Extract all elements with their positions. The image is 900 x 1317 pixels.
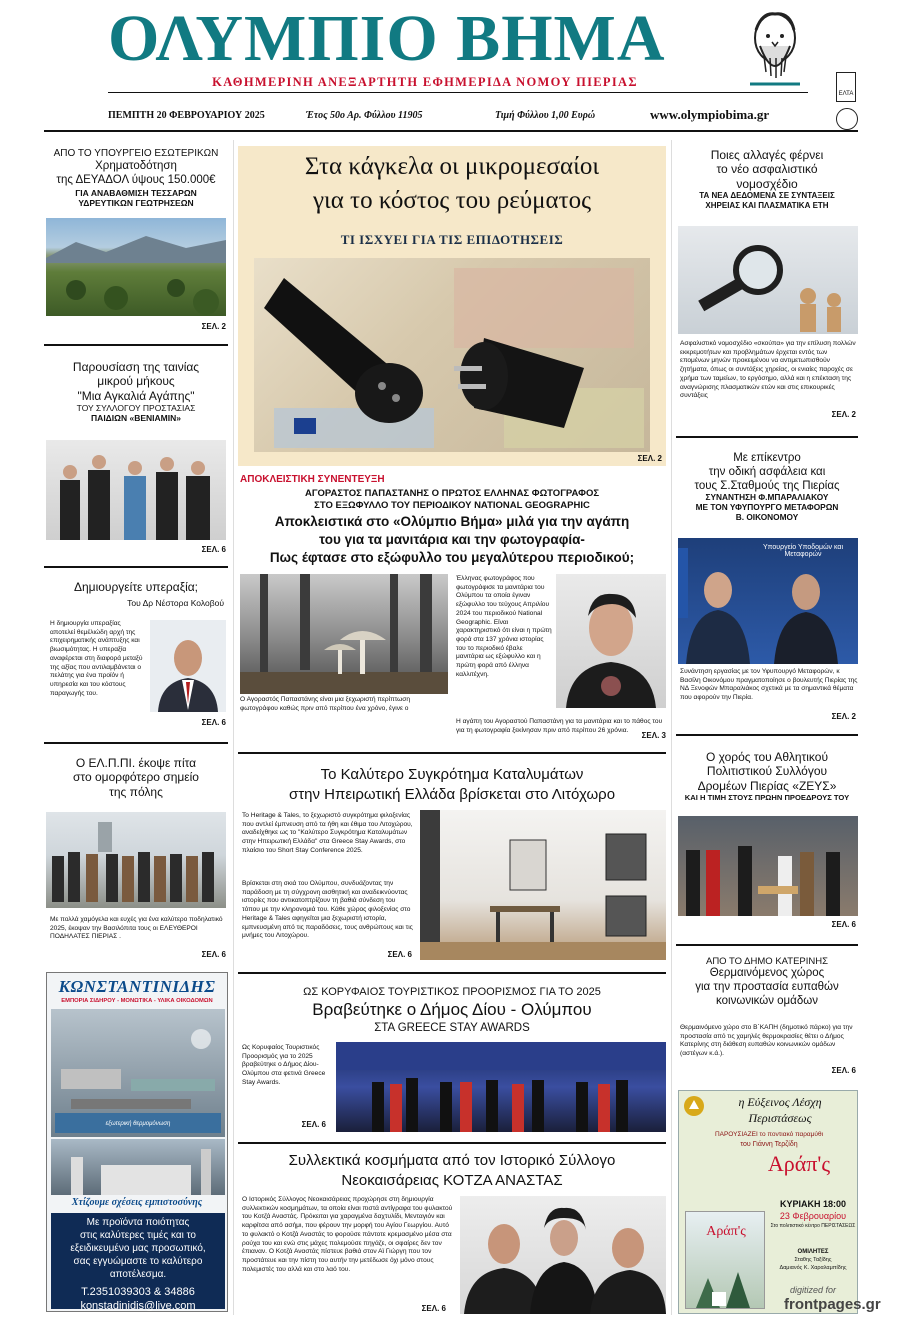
jewels-headline-b[interactable]: Νεοκαισάρειας ΚΟΤΖΑ ΑΝΑΣΤΑΣ <box>341 1172 563 1189</box>
right-story-4-title-a: Θερμαινόμενος χώρος <box>709 967 825 980</box>
left-story-2-page: ΣΕΛ. 6 <box>201 545 226 554</box>
right-divider-2 <box>676 734 858 736</box>
book-cover-title: Αράπ'ς <box>706 1224 746 1239</box>
right-story-2-title-a: Με επίκεντρο <box>733 452 801 464</box>
left-story-4-title-c: της πόλης <box>109 784 163 799</box>
right-story-2-sub-a: ΣΥΝΑΝΤΗΣΗ Φ.ΜΠΑΡΑΛΙΑΚΟΥ <box>705 492 829 503</box>
magnifier-photo <box>678 226 858 334</box>
ad-text-1: Με προϊόντα ποιότητας <box>86 1217 190 1228</box>
right-story-4-title-c: κοινωνικών ομάδων <box>716 994 818 1007</box>
left-story-1-sub-b: ΥΔΡΕΥΤΙΚΩΝ ΓΕΩΤΡΗΣΕΩΝ <box>78 197 194 208</box>
photographer-portrait <box>556 574 666 708</box>
room-illustration <box>420 810 666 960</box>
landscape-photo <box>46 218 226 316</box>
masthead-divider <box>108 92 808 93</box>
left-story-2-sub-b: ΠΑΙΔΙΩΝ «ΒΕΝΙΑΜΙΝ» <box>91 413 181 424</box>
masthead-title: ΟΛΥΜΠΙΟ ΒΗΜΑ <box>108 2 666 75</box>
watermark-line-2: frontpages.gr <box>784 1296 881 1313</box>
right-story-1-body: Ασφαλιστικό νομοσχέδιο «σκούπα» για την επίλυση πολλών εκκρεμοτήτων και προβλημάτων έρχεται εντός των επομένων μηνών προκειμένου να αντιμετωπισθούν ζητήματα, όπως οι συντάξεις χηρείας, οι ενιαίες παροχές σε χρήμα των ταμείων, το εργόσημο, αλλά και η επέκταση της αναγνώρισης πλασματικών ετών και στις επικουρικές συντάξεις <box>680 340 856 400</box>
landscape-illustration <box>46 218 226 316</box>
event-speakers: ΟΜΙΛΗΤΕΣ <box>797 1249 829 1255</box>
right-story-1-sub-a: ΤΑ ΝΕΑ ΔΕΔΟΜΕΝΑ ΣΕ ΣΥΝΤΑΞΕΙΣ <box>699 191 835 201</box>
cyclists-photo <box>46 812 226 908</box>
right-story-2-page: ΣΕΛ. 2 <box>831 712 856 721</box>
mushroom-forest-illustration <box>240 574 448 694</box>
right-story-1-title-b: το νέο ασφαλιστικό <box>716 162 818 177</box>
hotel-headline-b[interactable]: στην Ηπειρωτική Ελλάδα βρίσκεται στο Λιτόχωρο <box>288 786 616 803</box>
right-story-4-page: ΣΕΛ. 6 <box>831 1066 856 1075</box>
lead-photo <box>254 258 650 452</box>
ad-plant-photo <box>51 1139 225 1195</box>
lead-page: ΣΕΛ. 2 <box>637 454 662 463</box>
elta-logo <box>836 72 856 102</box>
left-story-2-title-a: Παρουσίαση της ταινίας <box>72 360 200 374</box>
right-story-1-title-a: Ποιες αλλαγές φέρνει <box>710 148 824 162</box>
ad-band-text: εξωτερική θερμομόνωση <box>105 1121 171 1127</box>
right-story-3[interactable] <box>676 750 858 802</box>
dion-sub-2: ΣΤΑ GREECE STAY AWARDS <box>374 1022 530 1034</box>
left-divider-2 <box>44 566 228 568</box>
column-separator-left <box>233 140 234 1315</box>
interview-headline-b[interactable]: του για τα μανιτάρια και την φωτογραφία- <box>319 532 585 547</box>
left-story-2[interactable] <box>44 360 228 424</box>
ad-text-2: στις καλύτερες τιμές και το <box>79 1230 196 1241</box>
right-story-3-page: ΣΕΛ. 6 <box>831 920 856 929</box>
portrait-illustration <box>150 620 226 712</box>
dion-headline[interactable]: Βραβεύτηκε ο Δήμος Δίου - Ολύμπου <box>312 1000 592 1019</box>
celebration-illustration <box>678 816 858 916</box>
right-story-3-title-b: Πολιτιστικού Συλλόγου <box>706 764 828 779</box>
awards-photo <box>336 1042 666 1132</box>
ad-brand-sub: ΕΜΠΟΡΙΑ ΣΙΔΗΡΟΥ - ΜΟΝΩΤΙΚΑ - ΥΛΙΚΑ ΟΙΚΟΔΟΜΩΝ <box>61 998 213 1004</box>
left-story-2-sub-a: ΤΟΥ ΣΥΛΛΟΓΟΥ ΠΡΟΣΤΑΣΙΑΣ <box>76 403 196 414</box>
ad-text-5: αποτέλεσμα. <box>109 1269 167 1280</box>
event-day: ΚΥΡΙΑΚΗ 18:00 <box>779 1199 847 1209</box>
hotel-room-photo <box>420 810 666 960</box>
right-story-1-title-c: νομοσχέδιο <box>736 176 798 191</box>
jewels-photo <box>460 1196 666 1314</box>
left-story-1-sub-a: ΓΙΑ ΑΝΑΒΑΘΜΙΣΗ ΤΕΣΣΑΡΩΝ <box>75 187 197 198</box>
right-story-2-sub-c: Β. ΟΙΚΟΝΟΜΟΥ <box>735 512 799 523</box>
elta-label: ΕΛΤΑ <box>838 91 854 97</box>
kolovos-portrait <box>150 620 226 712</box>
left-story-2-title-c: "Μια Αγκαλιά Αγάπης" <box>77 388 195 403</box>
right-story-4[interactable] <box>676 956 858 1009</box>
left-story-4-page: ΣΕΛ. 6 <box>201 950 226 959</box>
interview-headline-a[interactable]: Αποκλειστικά στο «Ολύμπιο Βήμα» μιλά για την αγάπη <box>274 514 630 529</box>
left-story-2-title-b: μικρού μήκους <box>97 374 175 389</box>
website-link[interactable]: www.olympiobima.gr <box>650 107 770 122</box>
event-date: 23 Φεβρουαρίου <box>779 1211 847 1221</box>
left-story-4-body: Με πολλά χαμόγελα και ευχές για ένα καλύτερο ποδηλατικό 2025, έκοψαν την Βασιλόπιτα τους οι ΕΛΕΥΘΕΡΟΙ ΠΟΔΗΛΑΤΕΣ ΠΙΕΡΙΑΣ . <box>50 916 223 941</box>
book-cover-illustration <box>686 1248 766 1308</box>
column-separator-right <box>671 140 672 1315</box>
ad-photo-collage <box>51 1009 225 1137</box>
awards-stage-illustration <box>336 1042 666 1132</box>
left-story-1-kicker: ΑΠΟ ΤΟ ΥΠΟΥΡΓΕΙΟ ΕΣΩΤΕΡΙΚΩΝ <box>53 148 219 159</box>
right-story-1-sub-b: ΧΗΡΕΙΑΣ ΚΑΙ ΠΛΑΣΜΑΤΙΚΑ ΕΤΗ <box>705 200 829 210</box>
lead-story-box[interactable] <box>238 146 666 466</box>
right-story-1-page: ΣΕΛ. 2 <box>831 410 856 419</box>
left-story-4-title-b: στο ομορφότερο σημείο <box>73 770 199 785</box>
club-name-2: Περιστάσεως <box>748 1111 812 1125</box>
mushrooms-photo <box>240 574 448 694</box>
hotel-body-2: Βρίσκεται στη σκιά του Ολύμπου, συνδυάζοντας την παράδοση με τη σύγχρονη αισθητική και αναδεικνύοντας ιστορίες που αντικατοπτρίζουν τη βαθιά σύνδεση του τόπου με την κληρονομιά του. Κάθε χώρος φιλοξενίας στο Heritage & Tales αφηγείται μια ξεχωριστή ιστορία, εμπνευσμένη από τις παραδόσεις, τους ανθρώπους και τις μνήμες του Λιτοχώρου. <box>242 880 413 940</box>
ceremony-photo <box>46 440 226 540</box>
ad-text-4: σας εγγυώμαστε το καλύτερο <box>73 1256 203 1267</box>
left-divider-3 <box>44 742 228 744</box>
zeus-head-icon <box>742 6 808 92</box>
dion-sub: ΩΣ ΚΟΡΥΦΑΙΟΣ ΤΟΥΡΙΣΤΙΚΟΣ ΠΡΟΟΡΙΣΜΟΣ ΓΙΑ ΤΟ 2025 <box>303 986 601 998</box>
konstantinidis-ad[interactable] <box>46 972 228 1312</box>
right-story-2-body: Συνάντηση εργασίας με τον Υφυπουργό Μεταφορών, κ Βασίλη Οικονόμου πραγματοποίησε ο βουλευτής Πιερίας της ΝΔ Ξενοφών Μπαραλιάκος σχετικά με τα σημαντικά θέματα που αφορούν την Πιερία. <box>680 668 858 702</box>
interview-label: ΑΠΟΚΛΕΙΣΤΙΚΗ ΣΥΝΕΝΤΕΥΞΗ <box>240 474 385 485</box>
club-logo-icon <box>683 1095 705 1117</box>
right-divider-3 <box>676 944 858 946</box>
masthead-subtitle: ΚΑΘΗΜΕΡΙΝΗ ΑΝΕΞΑΡΤΗΤΗ ΕΦΗΜΕΡΙΔΑ ΝΟΜΟΥ ΠΙΕΡΙΑΣ <box>212 75 638 89</box>
right-story-3-title-a: Ο χορός του Αθλητικού <box>705 750 829 764</box>
right-story-4-body: Θερμαινόμενο χώρο στο Β΄ΚΑΠΗ (δημοτικό πάρκο) για την προστασία από τις χαμηλές θερμοκρασίες θέτει ο Δήμος Κατερίνης στη διάθεση ευπαθών κοινωνικών ομάδων (αστέγων κ.ά.). <box>680 1024 853 1058</box>
plant-illustration <box>51 1139 225 1195</box>
ministry-photo <box>678 538 858 664</box>
magnifier-illustration <box>678 226 858 334</box>
left-story-3-byline: Του Δρ Νέστορα Κολοβού <box>127 598 224 608</box>
left-story-4[interactable] <box>44 756 228 799</box>
right-story-1[interactable] <box>676 148 858 210</box>
event-author: του Γιάννη Τερζίδη <box>740 1141 798 1148</box>
center-divider-2 <box>238 972 666 974</box>
masthead-logo <box>742 6 808 92</box>
left-divider-1 <box>44 344 228 346</box>
dion-page: ΣΕΛ. 6 <box>301 1120 326 1129</box>
jewels-headline-a[interactable]: Συλλεκτικά κοσμήματα από τον Ιστορικό Σύλλογο <box>288 1152 616 1169</box>
right-story-3-sub: ΚΑΙ Η ΤΙΜΗ ΣΤΟΥΣ ΠΡΩΗΝ ΠΡΟΕΔΡΟΥΣ ΤΟΥ <box>684 793 850 803</box>
hotel-body-1: Το Heritage & Tales, το ξεχωριστό συγκρότημα φιλοξενίας που αντλεί έμπνευση από τα ήθη και έθιμα του Λιτοχώρου, αναδείχθηκε ως το "Καλύτερο Συγκρότημα Καταλυμάτων στην Ηπειρωτική Ελλάδα" στα Greece Stay Awards, στο πλαίσιο του Short Stay Conference 2025. <box>242 812 413 854</box>
right-story-2-sub-b: ΜΕ ΤΟΝ ΥΦΥΠΟΥΡΓΟ ΜΕΤΑΦΟΡΩΝ <box>695 502 839 513</box>
portrait-illustration <box>556 574 666 708</box>
three-people-illustration <box>460 1196 666 1314</box>
ad-email[interactable]: konstadinidis@live.com <box>80 1300 196 1313</box>
interview-sub-a: ΑΓΟΡΑΣΤΟΣ ΠΑΠΑΣΤΑΝΗΣ Ο ΠΡΩΤΟΣ ΕΛΛΗΝΑΣ ΦΩΤΟΓΡΑΦΟΣ <box>304 488 600 499</box>
ad-brand-name: ΚΩΝΣΤΑΝΤΙΝΙΔΗΣ <box>58 977 216 996</box>
group-illustration <box>46 812 226 908</box>
dion-body: Ως Κορυφαίος Τουριστικός Προορισμός για το 2025 βραβεύτηκε ο Δήμος Δίου-Ολύμπου στα φετινά Greece Stay Awards. <box>242 1044 326 1086</box>
ad-text-3: εξειδικευμένο μας προσωπικό, <box>70 1243 206 1254</box>
jewels-page: ΣΕΛ. 6 <box>421 1304 446 1313</box>
interview-body-2: Η αγάπη του Αγοραστού Παπαστάνη για τα μανιτάρια και το πάθος του για τη φωτογραφία ξεκίνησαν πριν από περίπου 26 χρόνια. <box>456 718 663 734</box>
warehouse-illustration <box>51 1009 225 1137</box>
plug-and-euros-illustration <box>254 258 650 452</box>
interview-caption: Ο Αγοραστός Παπαστάνης είναι μια ξεχωριστή περίπτωση φωτογράφου καθώς πριν από περίπου ένα χρόνο, έγινε ο <box>240 696 411 712</box>
left-story-3-page: ΣΕΛ. 6 <box>201 718 226 727</box>
ad-phone[interactable]: Τ.2351039303 & 34886 <box>81 1286 195 1298</box>
left-story-1[interactable] <box>44 148 228 208</box>
interview-headline-c[interactable]: Πως έφτασε στο εξώφυλλο του μεγαλύτερου περιοδικού; <box>269 550 635 565</box>
book-cover <box>685 1211 765 1309</box>
event-speaker-2: Δαμιανός Κ. Χαραλαμπίδης <box>779 1265 847 1271</box>
ministry-photo-text: Υπουργείο Υποδομών και Μεταφορών <box>762 544 844 558</box>
elta-stamp <box>836 108 858 130</box>
left-story-1-page: ΣΕΛ. 2 <box>201 322 226 331</box>
interview-sub-b: ΣΤΟ ΕΞΩΦΥΛΛΟ ΤΟΥ ΠΕΡΙΟΔΙΚΟΥ NATIONAL GEOGRAPHIC <box>314 500 590 511</box>
right-story-3-title-c: Δρομέων Πιερίας «ΖΕΥΣ» <box>697 778 837 793</box>
dance-photo <box>678 816 858 916</box>
left-story-3-body: Η δημιουργία υπεραξίας αποτελεί θεμέλιώδη αρχή της επιχειρηματικής ανάπτυξης και βιωσιμότητας. Η υπεραξία αναφέρεται στη διαφορά μεταξύ της αξίας που αντιλαμβάνεται ο πελάτης για ένα προϊόν ή υπηρεσία και του κόστους παραγωγής του. <box>50 620 143 697</box>
right-story-2-title-b: την οδική ασφάλεια και <box>708 465 826 478</box>
interview-body: Έλληνας φωτογράφος που φωτογράφισε τα μανιτάρια του Ολύμπου τα οποία έγιναν εξώφυλλο του τεύχους Απριλίου 2024 του περιοδικού National Geographic. Είναι χαρακτηριστικό ότι είναι η πρώτη φορά στα 137 χρόνια ιστορίας του το περιοδικό έβαλε μανιτάρια ως εξώφυλλο και η πρώτη φορά από έλληνα καλλιτέχνη. <box>456 575 552 678</box>
jewels-body: Ο Ιστορικός Σύλλογος Νεοκαισάρειας προχώρησε στη δημιουργία συλλεκτικών κοσμημάτων, τα οποία είναι πιστά αντίγραφα του φυλακτού του Κοτζά Αναστάς. Πρόκειται για χαραγμένα δαχτυλίδι, Μενταγιόν και καρφίτσα από ασήμι, που φέρουν την μορφή του Αγίου Γεωργίου. Αυτό το φυλακτό ο Κοτζά Αναστάς το φορούσε πάντοτε κρεμασμένο μέσα στα ρούχα του και ενώ στις μάχες πολεμούσε πηγάζε, οι σφαίρες δεν τον έπιαναν. Ο Κοτζά Αναστάς πίστευε βαθιά στον Αϊ Γιώργη που τον προστάτευε και την πίστη του αυτήν την μετέδωσε όχι μόνο στους πολεμιστές του αλλά και στο λαό του. <box>242 1196 453 1273</box>
issue-number: Έτος 50ο Αρ. Φύλλου 11905 <box>306 110 423 121</box>
event-speaker-1: Σταθης Ταξίδης <box>794 1257 832 1263</box>
event-venue: Στο πολιτιστικό κέντρο ΠΕΡΙΣΤΑΣΕΩΣ <box>770 1223 856 1229</box>
issue-price: Τιμή Φύλλου 1,00 Ευρώ <box>495 110 596 121</box>
hotel-headline-a[interactable]: Το Καλύτερο Συγκρότημα Καταλυμάτων <box>320 766 584 783</box>
left-story-3-title[interactable]: Δημιουργείτε υπεραξία; <box>73 580 199 594</box>
lead-headline-b: για το κόστος του ρεύματος <box>312 187 592 214</box>
book-event-ad[interactable] <box>678 1090 858 1314</box>
right-story-2[interactable] <box>676 452 858 523</box>
ad-info-box <box>51 1213 225 1313</box>
right-story-4-title-b: για την προστασία ευπαθών <box>695 981 839 994</box>
right-divider-1 <box>676 436 858 438</box>
lead-kicker: ΤΙ ΙΣΧΥΕΙ ΓΙΑ ΤΙΣ ΕΠΙΔΟΤΗΣΕΙΣ <box>340 232 564 247</box>
center-divider-1 <box>238 752 666 754</box>
event-presents: ΠΑΡΟΥΣΙΑΖΕΙ το ποντιακό παραμύθι <box>714 1131 824 1138</box>
center-divider-3 <box>238 1142 666 1144</box>
right-story-4-kicker: ΑΠΟ ΤΟ ΔΗΜΟ ΚΑΤΕΡΙΝΗΣ <box>705 956 828 967</box>
issue-date: ΠΕΜΠΤΗ 20 ΦΕΒΡΟΥΑΡΙΟΥ 2025 <box>108 110 265 121</box>
hotel-page: ΣΕΛ. 6 <box>387 950 412 959</box>
people-illustration <box>46 440 226 540</box>
left-story-1-title-b: της ΔΕΥΑΔΟΛ ύψους 150.000€ <box>56 173 216 186</box>
right-story-2-title-c: τους Σ.Σταθμούς της Πιερίας <box>694 479 840 492</box>
left-story-4-title-a: Ο ΕΛ.Π.ΠΙ. έκοψε πίτα <box>75 756 197 770</box>
watermark-line-1: digitized for <box>790 1285 837 1295</box>
interview-page: ΣΕΛ. 3 <box>641 731 666 740</box>
left-story-1-title-a: Χρηματοδότηση <box>95 160 177 172</box>
header-rule <box>44 130 858 132</box>
club-name: η Εύξεινος Λέσχη <box>738 1095 822 1109</box>
ad-slogan: Χτίζουμε σχέσεις εμπιστοσύνης <box>71 1197 203 1208</box>
event-title: Αράπ'ς <box>767 1151 831 1176</box>
lead-headline-a: Στα κάγκελα οι μικρομεσαίοι <box>304 153 600 180</box>
